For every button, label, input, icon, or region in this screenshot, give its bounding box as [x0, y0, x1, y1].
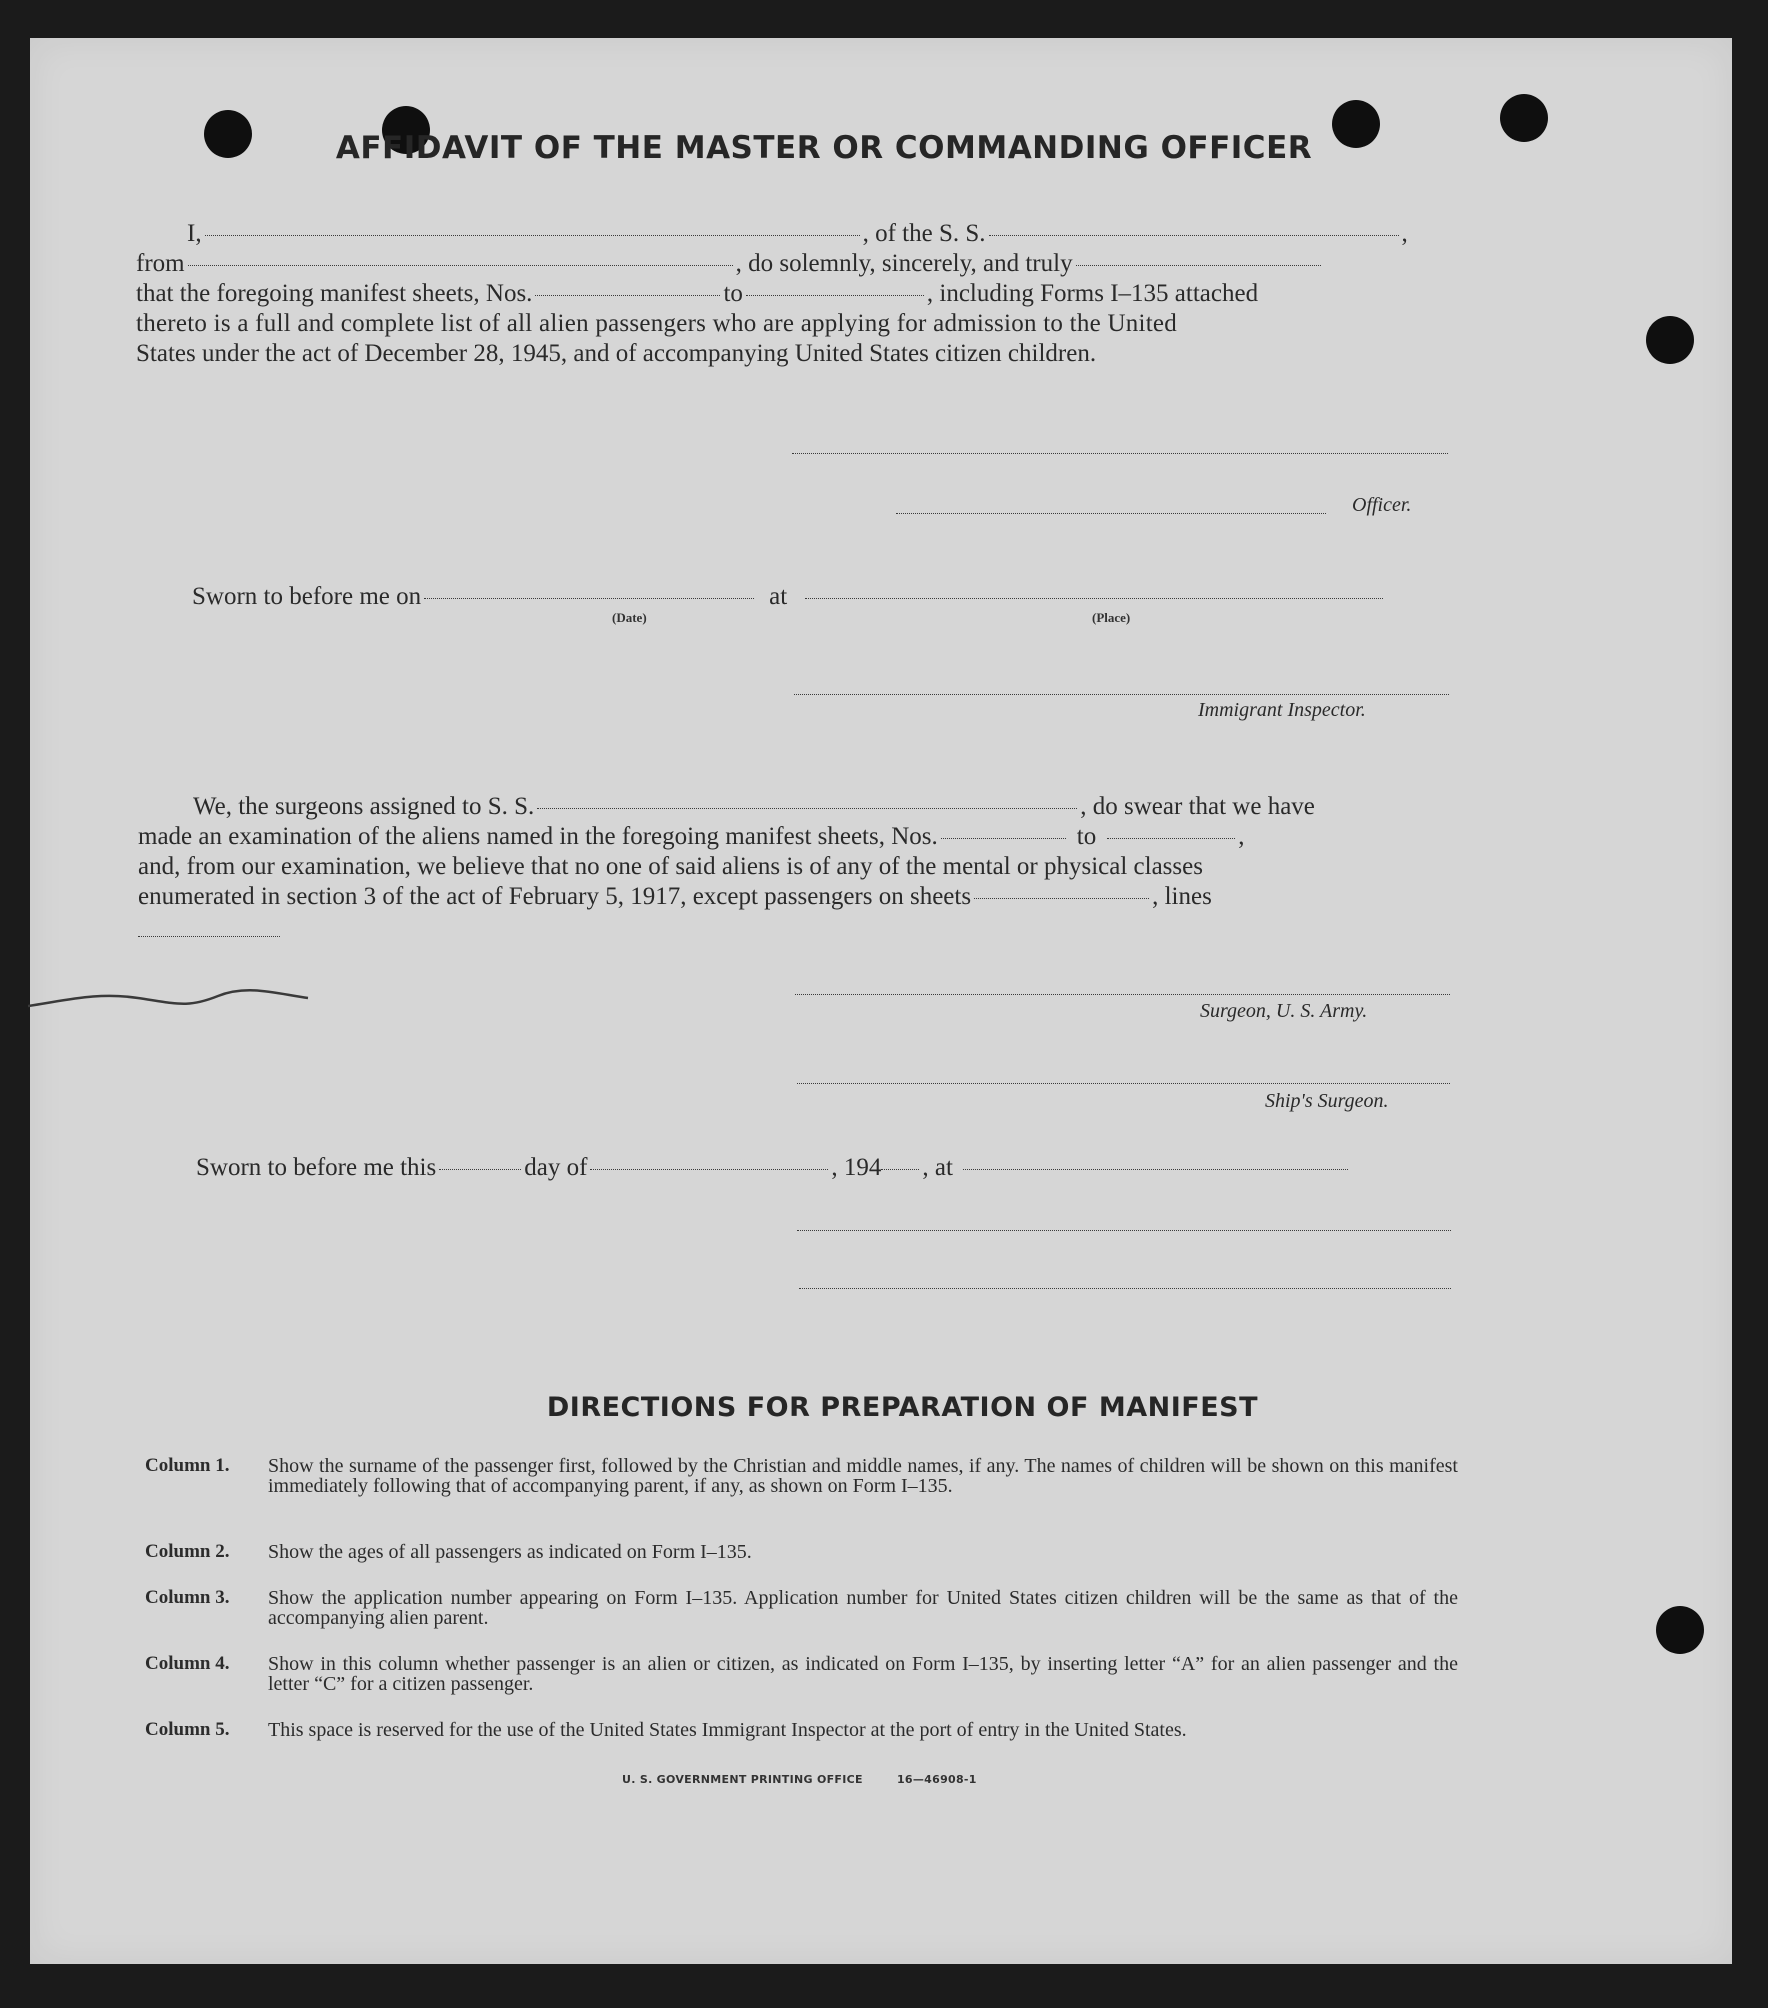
officer-label: Officer.: [1352, 494, 1412, 516]
master-name-field[interactable]: [205, 234, 860, 236]
punch-hole: [1646, 316, 1694, 364]
column-3-text: Show the application number appearing on Form I–135. Application number for United States citizen children will be the same as that of the accompanying alien parent.: [268, 1587, 1458, 1629]
surgeons-ship-field[interactable]: [537, 807, 1077, 809]
column-4-text: Show in this column whether passenger is an alien or citizen, as indicated on Form I–135, by inserting letter “A” for an alien passenger and the letter “C” for a citizen passenger.: [268, 1653, 1458, 1695]
affidavit-line-5: States under the act of December 28, 1945, and of accompanying United States citizen children.: [136, 340, 1097, 367]
surgeons-text: enumerated in section 3 of the act of February 5, 1917, except passengers on sheets: [138, 883, 972, 910]
place-label: (Place): [1092, 610, 1131, 625]
column-1-text: Show the surname of the passenger first, followed by the Christian and middle names, if any. The names of children will be shown on this manifest immediately following that of accompanying parent, if any, as shown on Form I–135.: [268, 1455, 1458, 1497]
surgeons-text: made an examination of the aliens named in the foregoing manifest sheets, Nos.: [138, 823, 938, 850]
printer-name: U. S. GOVERNMENT PRINTING OFFICE: [622, 1773, 863, 1786]
sworn-text: day of: [524, 1154, 588, 1181]
excepted-lines-field[interactable]: [138, 936, 280, 937]
sworn-signature-line-1[interactable]: [797, 1230, 1451, 1231]
surgeons-text: to: [1076, 823, 1097, 850]
officer-title-line[interactable]: [896, 513, 1326, 514]
surgeons-line-4: [138, 883, 1212, 911]
sworn-signature-line-2[interactable]: [799, 1288, 1451, 1289]
column-2-text: Show the ages of all passengers as indicated on Form I–135.: [268, 1541, 752, 1563]
date-label: (Date): [612, 610, 647, 625]
surgeons-line-2: [138, 823, 1244, 851]
surgeons-text: We, the surgeons assigned to S. S.: [193, 793, 535, 820]
army-surgeon-signature-line[interactable]: [795, 994, 1450, 995]
surgeons-text: ,: [1238, 823, 1245, 850]
form-code: 16—46908-1: [896, 1773, 977, 1786]
sworn-text: , 194: [831, 1154, 882, 1181]
sworn-line-1: [192, 583, 1386, 611]
surgeons-text: , do swear that we have: [1080, 793, 1315, 820]
exam-sheet-to-field[interactable]: [1107, 837, 1235, 839]
inspector-label: Immigrant Inspector.: [1198, 699, 1366, 721]
affidavit-line-4: thereto is a full and complete list of all alien passengers who are applying for admission to the United: [136, 310, 1178, 337]
exam-sheet-from-field[interactable]: [941, 837, 1066, 839]
printer-credit: [622, 1773, 977, 1786]
column-5-text: This space is reserved for the use of the United States Immigrant Inspector at the port of entry in the United States.: [268, 1719, 1187, 1741]
affidavit-line-1: [187, 220, 1408, 248]
army-surgeon-label: Surgeon, U. S. Army.: [1200, 1000, 1368, 1022]
ship-surgeon-signature-line[interactable]: [797, 1083, 1450, 1084]
paper-tear: [28, 986, 318, 1016]
affidavit-text: , including Forms I–135 attached: [926, 280, 1259, 307]
column-5-label: Column 5.: [145, 1719, 230, 1740]
column-2-label: Column 2.: [145, 1541, 230, 1562]
sworn-year-field[interactable]: [881, 1168, 919, 1170]
master-signature-line[interactable]: [792, 453, 1448, 454]
sworn-text: , at: [922, 1154, 953, 1181]
surgeons-text: , lines: [1152, 883, 1212, 910]
sworn-line-2: [196, 1154, 1351, 1182]
ship-name-field[interactable]: [989, 234, 1399, 236]
sworn-text: at: [769, 583, 788, 610]
sworn-text: Sworn to before me this: [196, 1154, 437, 1181]
affidavit-text: that the foregoing manifest sheets, Nos.: [136, 280, 533, 307]
column-1-label: Column 1.: [145, 1455, 230, 1476]
ship-surgeon-label: Ship's Surgeon.: [1265, 1090, 1389, 1112]
column-3-label: Column 3.: [145, 1587, 230, 1608]
affidavit-text: ,: [1401, 220, 1408, 247]
affidavit-line-2: [136, 250, 1324, 278]
affidavit-text: , do solemnly, sincerely, and truly: [735, 250, 1073, 277]
affidavit-text: , of the S. S.: [862, 220, 986, 247]
sworn-place-field[interactable]: [805, 597, 1383, 599]
column-4-label: Column 4.: [145, 1653, 230, 1674]
surgeons-line-1: [193, 793, 1315, 821]
directions-title: DIRECTIONS FOR PREPARATION OF MANIFEST: [546, 1392, 1258, 1423]
sworn-date-field[interactable]: [424, 597, 754, 599]
sworn-text: Sworn to before me on: [192, 583, 422, 610]
sworn-month-field[interactable]: [590, 1168, 828, 1170]
affidavit-text: from: [136, 250, 185, 277]
affidavit-text: I,: [187, 220, 202, 247]
inspector-signature-line[interactable]: [794, 694, 1449, 695]
surgeons-line-3: and, from our examination, we believe that no one of said aliens is of any of the mental or physical classes: [138, 853, 1203, 880]
affidavit-text: to: [723, 280, 743, 307]
sheet-from-field[interactable]: [535, 294, 720, 296]
affidavit-line-3: [136, 280, 1258, 308]
departure-port-field[interactable]: [188, 264, 733, 266]
oath-field[interactable]: [1076, 264, 1321, 266]
sworn-day-field[interactable]: [439, 1168, 521, 1170]
sheet-to-field[interactable]: [746, 294, 924, 296]
sworn-at-field[interactable]: [963, 1168, 1348, 1170]
form-page: [30, 38, 1732, 1964]
punch-hole: [1656, 1606, 1704, 1654]
affidavit-title: AFFIDAVIT OF THE MASTER OR COMMANDING OFFICER: [335, 130, 1313, 166]
excepted-sheets-field[interactable]: [974, 897, 1149, 899]
